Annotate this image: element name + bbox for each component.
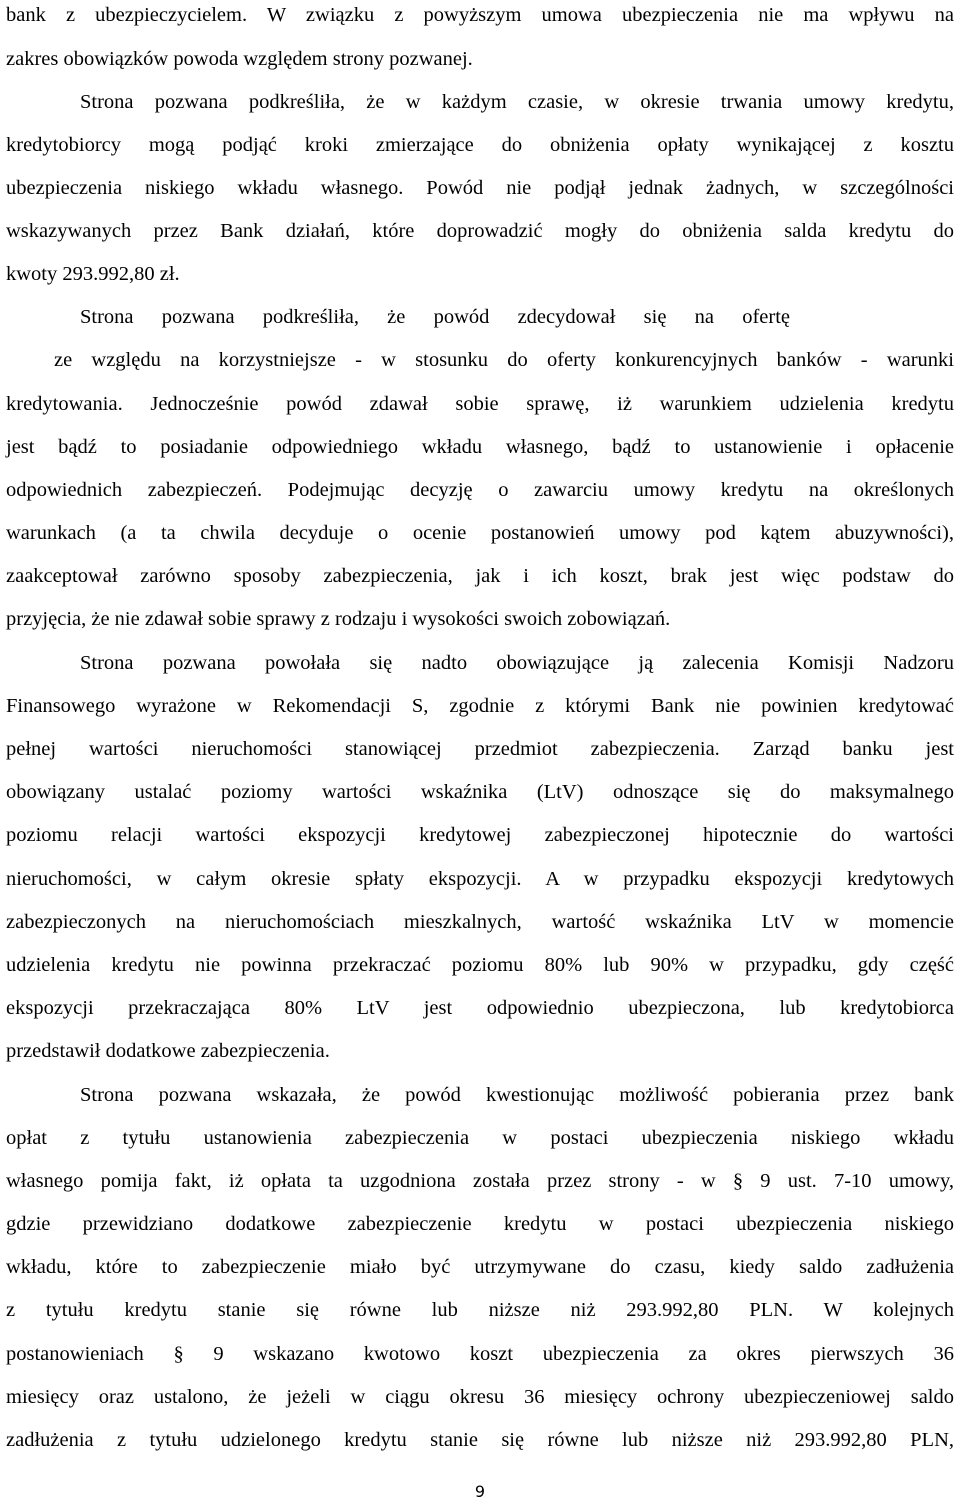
text-line: gdzie przewidziano dodatkowe zabezpieczenie kredytu w postaci ubezpieczenia niskiego xyxy=(6,1213,954,1235)
page-number: 9 xyxy=(474,1482,486,1501)
text-line: wskazywanych przez Bank działań, które doprowadzić mogły do obniżenia salda kredytu do xyxy=(6,220,954,242)
text-line: jest bądź to posiadanie odpowiedniego wkładu własnego, bądź to ustanowienie i opłacenie xyxy=(6,436,954,458)
text-line: Strona pozwana wskazała, że powód kwestionując możliwość pobierania przez bank xyxy=(80,1084,954,1106)
text-line: bank z ubezpieczycielem. W związku z powyższym umowa ubezpieczenia nie ma wpływu na xyxy=(6,4,954,26)
text-line: Finansowego wyrażone w Rekomendacji S, zgodnie z którymi Bank nie powinien kredytować xyxy=(6,695,954,717)
text-line: kredytowania. Jednocześnie powód zdawał sobie sprawę, iż warunkiem udzielenia kredytu xyxy=(6,393,954,415)
text-line: poziomu relacji wartości ekspozycji kredytowej zabezpieczonej hipotecznie do wartości xyxy=(6,824,954,846)
text-line: pełnej wartości nieruchomości stanowiącej przedmiot zabezpieczenia. Zarząd banku jest xyxy=(6,738,954,760)
text-line: Strona pozwana powołała się nadto obowiązujące ją zalecenia Komisji Nadzoru xyxy=(80,652,954,674)
text-line: kredytobiorcy mogą podjąć kroki zmierzające do obniżenia opłaty wynikającej z kosztu xyxy=(6,134,954,156)
text-line: zabezpieczonych na nieruchomościach mieszkalnych, wartość wskaźnika LtV w momencie xyxy=(6,911,954,933)
text-line: zaakceptował zarówno sposoby zabezpieczenia, jak i ich koszt, brak jest więc podstaw do xyxy=(6,565,954,587)
text-line: przedstawił dodatkowe zabezpieczenia. xyxy=(6,1040,330,1062)
text-line: kwoty 293.992,80 zł. xyxy=(6,263,180,285)
text-line: postanowieniach § 9 wskazano kwotowo koszt ubezpieczenia za okres pierwszych 36 xyxy=(6,1343,954,1365)
text-line: warunkach (a ta chwila decyduje o ocenie postanowień umowy pod kątem abuzywności), xyxy=(6,522,954,544)
text-line: opłat z tytułu ustanowienia zabezpieczenia w postaci ubezpieczenia niskiego wkładu xyxy=(6,1127,954,1149)
text-line: ekspozycji przekraczająca 80% LtV jest odpowiednio ubezpieczona, lub kredytobiorca xyxy=(6,997,954,1019)
text-line: Strona pozwana podkreśliła, że w każdym czasie, w okresie trwania umowy kredytu, xyxy=(80,91,954,113)
text-line: przyjęcia, że nie zdawał sobie sprawy z rodzaju i wysokości swoich zobowiązań. xyxy=(6,608,671,630)
text-line: z tytułu kredytu stanie się równe lub niższe niż 293.992,80 PLN. W kolejnych xyxy=(6,1299,954,1321)
text-line: miesięcy oraz ustalono, że jeżeli w ciągu okresu 36 miesięcy ochrony ubezpieczeniowej saldo xyxy=(6,1386,954,1408)
text-line: nieruchomości, w całym okresie spłaty ekspozycji. A w przypadku ekspozycji kredytowych xyxy=(6,868,954,890)
text-line: odpowiednich zabezpieczeń. Podejmując decyzję o zawarciu umowy kredytu na określonych xyxy=(6,479,954,501)
text-line: zadłużenia z tytułu udzielonego kredytu stanie się równe lub niższe niż 293.992,80 PLN, xyxy=(6,1429,954,1451)
text-line: własnego pomija fakt, iż opłata ta uzgodniona została przez strony - w § 9 ust. 7-10 umowy, xyxy=(6,1170,954,1192)
text-line: ze względu na korzystniejsze - w stosunku do oferty konkurencyjnych banków - warunki xyxy=(54,349,954,371)
text-line: udzielenia kredytu nie powinna przekraczać poziomu 80% lub 90% w przypadku, gdy część xyxy=(6,954,954,976)
text-line: zakres obowiązków powoda względem strony pozwanej. xyxy=(6,48,473,70)
text-line: wkładu, które to zabezpieczenie miało być utrzymywane do czasu, kiedy saldo zadłużenia xyxy=(6,1256,954,1278)
text-line: Strona pozwana podkreśliła, że powód zdecydował się na ofertę xyxy=(80,306,790,328)
text-line: obowiązany ustalać poziomy wartości wskaźnika (LtV) odnoszące się do maksymalnego xyxy=(6,781,954,803)
text-line: ubezpieczenia niskiego wkładu własnego. Powód nie podjął jednak żadnych, w szczególności xyxy=(6,177,954,199)
